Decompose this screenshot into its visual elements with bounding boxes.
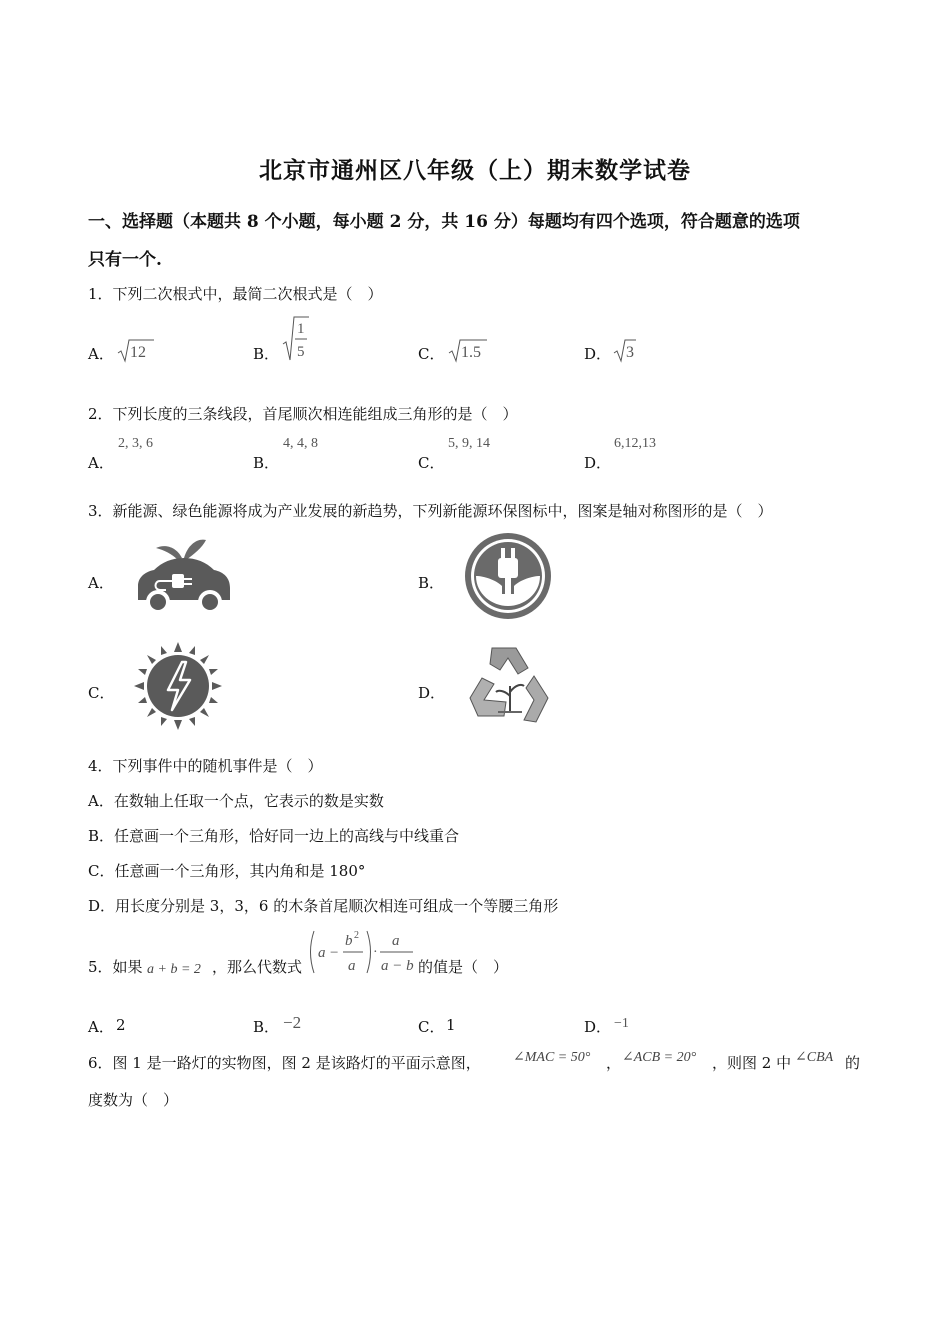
q5-expr-dot: · bbox=[373, 945, 378, 960]
q5-expr-minus: − bbox=[330, 945, 339, 961]
q1-label-d: D． bbox=[584, 345, 612, 363]
q4-stem: 4．下列事件中的随机事件是（ ） bbox=[88, 757, 323, 775]
q5-stem-post: 的值是（ ） bbox=[418, 958, 509, 976]
q6-stem-pre: 6．图 1 是一路灯的实物图，图 2 是该路灯的平面示意图， bbox=[88, 1054, 481, 1072]
q1-option-d bbox=[612, 336, 638, 364]
q5-expr-num2: a bbox=[392, 933, 400, 949]
q5-condition: a + b = 2 bbox=[147, 962, 201, 977]
q1-radicand-b-num: 1 bbox=[297, 321, 305, 337]
q6-angle-acb: ∠ACB = 20° bbox=[622, 1050, 697, 1065]
q1-radicand-a: 12 bbox=[130, 344, 146, 361]
q5-label-d: D． bbox=[584, 1018, 612, 1036]
q5-label-c: C． bbox=[418, 1018, 445, 1036]
eco-car-icon bbox=[132, 534, 236, 618]
q6-stem-post: 的 bbox=[845, 1054, 861, 1072]
q5-expr-b: b bbox=[345, 933, 353, 949]
q5-expr-exp: 2 bbox=[354, 930, 359, 941]
q1-stem: 1．下列二次根式中，最简二次根式是（ ） bbox=[88, 285, 383, 303]
q6-stem-mid: ，则图 2 中 bbox=[712, 1054, 792, 1072]
q1-label-b: B． bbox=[253, 345, 280, 363]
q5-expr-den2: a − b bbox=[381, 958, 414, 974]
q5-stem-pre: 5．如果 bbox=[88, 958, 143, 976]
q1-radicand-b-den: 5 bbox=[297, 344, 305, 360]
q5-expr-den: a bbox=[348, 958, 356, 974]
q3-label-b: B． bbox=[418, 574, 445, 592]
q5-label-a: A． bbox=[88, 1018, 114, 1036]
q4-option-c: C．任意画一个三角形，其内角和是 180° bbox=[88, 862, 366, 880]
q3-label-a: A． bbox=[88, 574, 114, 592]
q3-stem: 3．新能源、绿色能源将成为产业发展的新趋势，下列新能源环保图标中，图案是轴对称图形的是（ ） bbox=[88, 502, 773, 520]
plant-plug-icon bbox=[462, 530, 554, 622]
q5-expr-a: a bbox=[318, 945, 326, 961]
q2-label-c: C． bbox=[418, 454, 445, 472]
q5-option-c: 1 bbox=[446, 1016, 456, 1034]
q1-radicand-c: 1.5 bbox=[461, 344, 481, 361]
q2-label-d: D． bbox=[584, 454, 612, 472]
page-title: 北京市通州区八年级（上）期末数学试卷 bbox=[259, 157, 691, 184]
q6-stem-line2: 度数为（ ） bbox=[88, 1091, 179, 1109]
q6-sep: ， bbox=[606, 1054, 622, 1072]
q4-option-d: D．用长度分别是 3，3，6 的木条首尾顺次相连可组成一个等腰三角形 bbox=[88, 897, 559, 915]
q4-option-b: B．任意画一个三角形，恰好同一边上的高线与中线重合 bbox=[88, 827, 460, 845]
q1-label-c: C． bbox=[418, 345, 445, 363]
section-heading: 一、选择题（本题共 8 个小题，每小题 2 分，共 16 分）每题均有四个选项，符合题意的选项 bbox=[88, 212, 800, 232]
q2-option-a: 2, 3, 6 bbox=[118, 436, 153, 451]
q2-option-c: 5, 9, 14 bbox=[448, 436, 490, 451]
q1-option-b bbox=[281, 314, 311, 364]
q1-option-c bbox=[447, 336, 489, 364]
q5-expression bbox=[305, 926, 417, 978]
q5-stem-mid: ，那么代数式 bbox=[212, 958, 303, 976]
q5-label-b: B． bbox=[253, 1018, 280, 1036]
q2-option-b: 4, 4, 8 bbox=[283, 436, 318, 451]
q2-option-d: 6,12,13 bbox=[614, 436, 656, 451]
q2-label-b: B． bbox=[253, 454, 280, 472]
q1-label-a: A． bbox=[88, 345, 114, 363]
q1-option-a bbox=[116, 336, 156, 364]
recycle-icon bbox=[462, 640, 558, 732]
q3-label-c: C． bbox=[88, 684, 115, 702]
q6-angle-mac: ∠MAC = 50° bbox=[513, 1050, 591, 1065]
q4-option-a: A．在数轴上任取一个点，它表示的数是实数 bbox=[88, 792, 384, 810]
q2-stem: 2．下列长度的三条线段，首尾顺次相连能组成三角形的是（ ） bbox=[88, 405, 518, 423]
q1-radicand-d: 3 bbox=[626, 344, 634, 361]
q2-label-a: A． bbox=[88, 454, 114, 472]
section-heading-cont: 只有一个. bbox=[88, 250, 162, 270]
q3-label-d: D． bbox=[418, 684, 446, 702]
q5-option-b: −2 bbox=[283, 1013, 302, 1032]
q5-option-d: −1 bbox=[614, 1016, 629, 1031]
q6-angle-cba: ∠CBA bbox=[795, 1050, 834, 1065]
q5-option-a: 2 bbox=[116, 1016, 126, 1034]
sun-bolt-icon bbox=[132, 640, 224, 732]
